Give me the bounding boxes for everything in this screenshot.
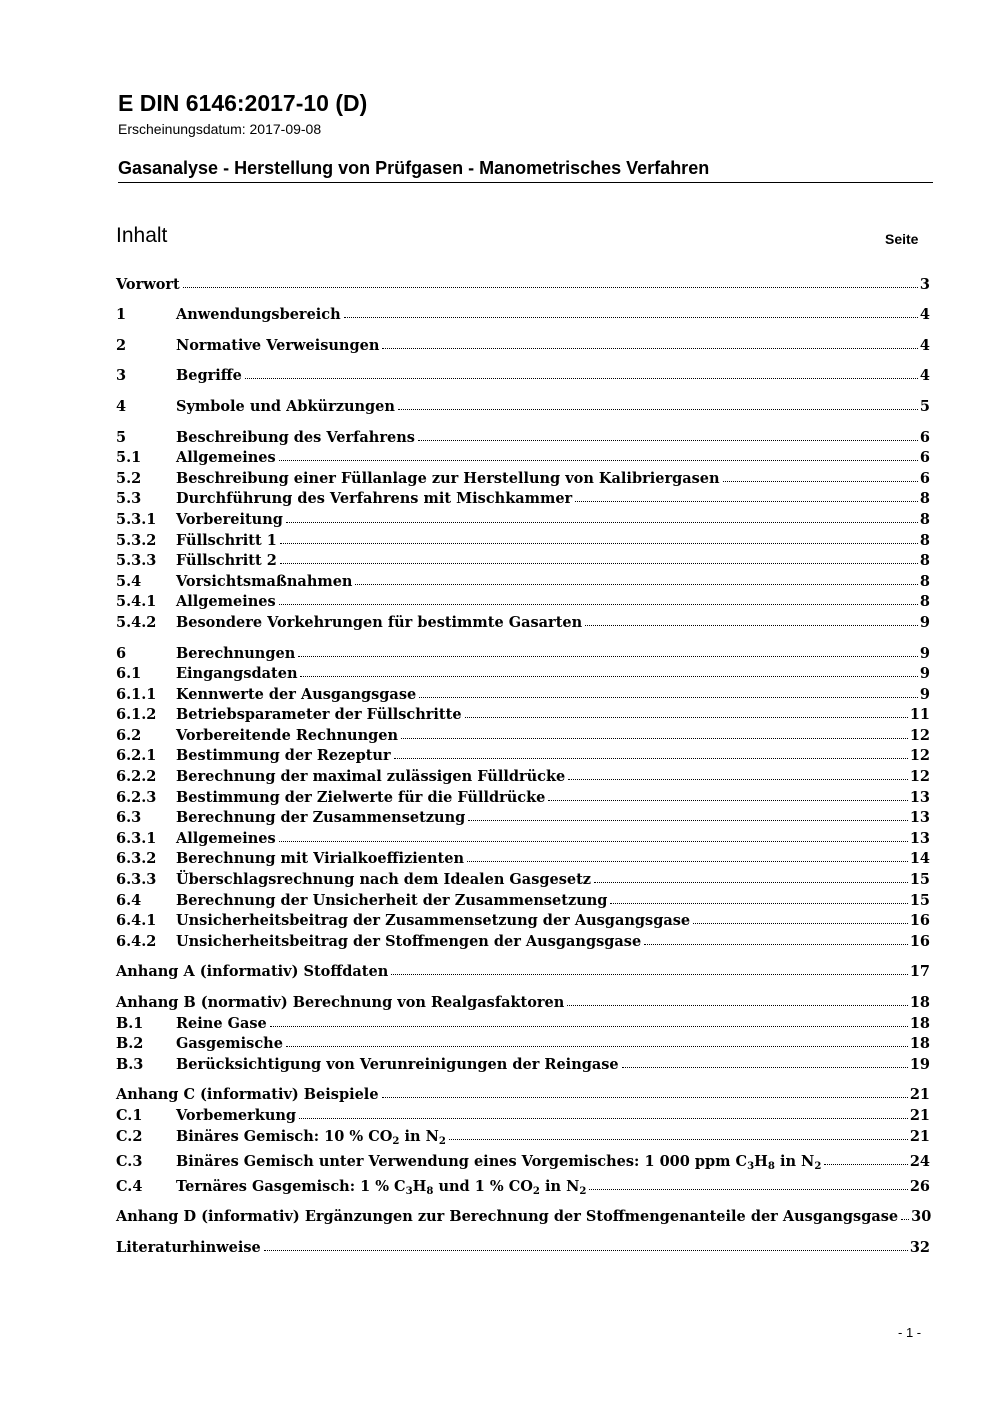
dot-leader: [286, 522, 918, 523]
toc-entry-label: Binäres Gemisch: 10 % $CO_2$ in $N_2$: [176, 1127, 446, 1147]
toc-entry[interactable]: [116, 549, 930, 570]
toc-entry[interactable]: [116, 528, 930, 549]
toc-entry-label: Vorsichtsmaßnahmen: [176, 572, 353, 590]
toc-entry-label: Anhang D (informativ) Ergänzungen zur Berechnung der Stoffmengenanteile der Ausgangsgase: [116, 1208, 899, 1226]
toc-entry[interactable]: [116, 929, 930, 950]
toc-entry-page: 12: [909, 726, 930, 744]
toc-entry-page: 8: [919, 490, 930, 508]
toc-entry-label: Bestimmung der Rezeptur: [176, 747, 391, 765]
toc-entry-label: Berechnungen: [176, 644, 296, 662]
toc-entry-label: Überschlagsrechnung nach dem Idealen Gasgesetz: [176, 871, 592, 889]
toc-entry[interactable]: [116, 569, 930, 590]
toc-entry-page: 13: [909, 829, 930, 847]
toc-entry-page: 9: [919, 685, 930, 703]
toc-entry-page: 9: [919, 665, 930, 683]
toc-entry-page: 13: [909, 788, 930, 806]
toc-entry[interactable]: [116, 641, 930, 662]
toc-entry-page: 32: [909, 1238, 930, 1256]
toc-entry-label: Literaturhinweise: [116, 1238, 261, 1256]
toc-entry-number: 6.2: [116, 726, 142, 744]
dot-leader: [567, 1005, 908, 1006]
toc-entry[interactable]: [116, 425, 930, 446]
toc-entry[interactable]: [116, 662, 930, 683]
dot-leader: [344, 317, 918, 318]
toc-entry-label: Unsicherheitsbeitrag der Zusammensetzung der Ausgangsgase: [176, 912, 691, 930]
toc-entry[interactable]: [116, 1145, 930, 1170]
toc-entry-number: 6.4: [116, 891, 142, 909]
toc-entry-label: Allgemeines: [176, 593, 276, 611]
toc-entry-number: C.2: [116, 1127, 143, 1145]
toc-entry[interactable]: [116, 1032, 930, 1053]
toc-entry[interactable]: [116, 888, 930, 909]
toc-entry-label: Anwendungsbereich: [176, 306, 341, 324]
dot-leader: [468, 820, 908, 821]
toc-entry-page: 21: [909, 1127, 930, 1145]
dot-leader: [280, 563, 918, 564]
toc-entry-label: Ternäres Gasgemisch: 1 % $C_3H_8$ und 1 % $CO_2$ in $N_2$: [176, 1177, 587, 1197]
toc-entry[interactable]: [116, 333, 930, 354]
toc-entry-label: Besondere Vorkehrungen für bestimmte Gasarten: [176, 613, 583, 631]
dot-leader: [286, 1046, 908, 1047]
toc-entry-label: Füllschritt 2: [176, 552, 277, 570]
toc-entry[interactable]: [116, 703, 930, 724]
toc-entry-number: 6.4.2: [116, 932, 157, 950]
toc-entry-label: Betriebsparameter der Füllschritte: [176, 706, 462, 724]
toc-entry[interactable]: [116, 1170, 930, 1195]
dot-leader: [465, 717, 908, 718]
toc-entry[interactable]: [116, 785, 930, 806]
toc-entry-page: 21: [909, 1086, 930, 1104]
toc-entry[interactable]: [116, 303, 930, 324]
toc-entry-number: C.4: [116, 1177, 143, 1195]
toc-entry-number: 6.2.3: [116, 788, 157, 806]
toc-entry-number: 4: [116, 397, 127, 415]
toc-entry-page: 11: [909, 706, 930, 724]
toc-entry-label: Berechnung mit Virialkoeffizienten: [176, 850, 465, 868]
toc-entry-page: 13: [909, 809, 930, 827]
page-number: - 1 -: [898, 1325, 922, 1340]
toc-entry-page: 26: [909, 1177, 930, 1195]
toc-entry-number: 5: [116, 428, 127, 446]
toc-entry-page: 15: [909, 871, 930, 889]
toc-entry-number: C.1: [116, 1106, 143, 1124]
toc-entry-number: 5.2: [116, 469, 142, 487]
toc-entry-number: 6.2.2: [116, 768, 157, 786]
toc-entry-number: 6.2.1: [116, 747, 157, 765]
toc-entry-number: C.3: [116, 1152, 143, 1170]
toc-entry[interactable]: [116, 1083, 930, 1104]
toc-entry[interactable]: [116, 764, 930, 785]
toc-page-column-label: Seite: [885, 231, 919, 247]
toc-entry-number: 6.3.1: [116, 829, 157, 847]
dot-leader: [610, 903, 907, 904]
toc-entry-page: 8: [919, 531, 930, 549]
toc-entry-page: 16: [909, 932, 930, 950]
toc-entry-number: 3: [116, 367, 127, 385]
toc-entry-number: 6.1: [116, 665, 142, 683]
dot-leader: [575, 501, 918, 502]
toc-entry[interactable]: [116, 806, 930, 827]
toc-entry[interactable]: [116, 1205, 930, 1226]
dot-leader: [589, 1189, 907, 1190]
toc-entry[interactable]: [116, 1011, 930, 1032]
toc-entry-page: 21: [909, 1106, 930, 1124]
toc-entry-number: 5.3.3: [116, 552, 157, 570]
toc-entry-label: Durchführung des Verfahrens mit Mischkammer: [176, 490, 573, 508]
toc-entry-number: 6.3.3: [116, 871, 157, 889]
toc-entry-number: B.3: [116, 1055, 144, 1073]
toc-entry-number: 2: [116, 336, 127, 354]
toc-entry-page: 8: [919, 552, 930, 570]
dot-leader: [355, 584, 917, 585]
toc-entry-page: 9: [919, 644, 930, 662]
toc-entry-label: Unsicherheitsbeitrag der Stoffmengen der Ausgangsgase: [176, 932, 642, 950]
dot-leader: [270, 1026, 908, 1027]
toc-entry[interactable]: [116, 487, 930, 508]
toc-entry-page: 3: [919, 275, 930, 293]
toc-entry-label: Vorbereitung: [176, 510, 283, 528]
dot-leader: [585, 625, 918, 626]
dot-leader: [279, 841, 908, 842]
toc-entry-page: 14: [909, 850, 930, 868]
toc-entry-label: Vorwort: [116, 275, 180, 293]
toc-entry[interactable]: [116, 909, 930, 930]
toc-entry-page: 18: [909, 1014, 930, 1032]
dot-leader: [299, 1118, 908, 1119]
toc-entry-page: 8: [919, 593, 930, 611]
toc-entry-label: Binäres Gemisch unter Verwendung eines Vorgemisches: 1 000 ppm $C_3H_8$ in $N_2$: [176, 1152, 822, 1172]
toc-entry[interactable]: [116, 610, 930, 631]
toc-entry[interactable]: [116, 446, 930, 467]
toc-entry[interactable]: [116, 1124, 930, 1145]
dot-leader: [264, 1250, 908, 1251]
dot-leader: [594, 882, 908, 883]
toc-entry-label: Anhang B (normativ) Berechnung von Realgasfaktoren: [116, 994, 565, 1011]
toc-entry-label: Berücksichtigung von Verunreinigungen der Reingase: [176, 1055, 619, 1073]
toc-entry-label: Beschreibung des Verfahrens: [176, 428, 415, 446]
toc-entry[interactable]: [116, 1052, 930, 1073]
toc-entry[interactable]: [116, 723, 930, 744]
toc-entry-page: 4: [919, 367, 930, 385]
dot-leader: [418, 440, 918, 441]
toc-entry-number: 6.3.2: [116, 850, 157, 868]
toc-entry[interactable]: [116, 682, 930, 703]
toc-entry[interactable]: [116, 272, 930, 293]
toc-entry-label: Anhang C (informativ) Beispiele: [116, 1086, 379, 1104]
dot-leader: [419, 697, 918, 698]
toc-entry-page: 30: [911, 1208, 932, 1226]
dot-leader: [449, 1139, 908, 1140]
toc-entry[interactable]: [116, 507, 930, 528]
title-divider: [118, 182, 933, 183]
toc-entry-page: 17: [909, 963, 930, 981]
toc-entry[interactable]: [116, 826, 930, 847]
toc-entry-label: Symbole und Abkürzungen: [176, 397, 395, 415]
toc-entry-number: 1: [116, 306, 127, 324]
toc-entry-label: Reine Gase: [176, 1014, 267, 1032]
toc-entry-number: 5.3: [116, 490, 142, 508]
dot-leader: [401, 738, 908, 739]
document-code: E DIN 6146:2017-10 (D): [118, 90, 368, 116]
dot-leader: [901, 1219, 909, 1220]
toc-entry-number: 6.1.1: [116, 685, 157, 703]
toc-entry-number: 6.1.2: [116, 706, 157, 724]
toc-entry-page: 4: [919, 306, 930, 324]
toc-entry-label: Berechnung der maximal zulässigen Fülldrücke: [176, 768, 566, 786]
dot-leader: [382, 348, 918, 349]
dot-leader: [824, 1164, 907, 1165]
toc-entry-number: 6: [116, 644, 127, 662]
toc-entry-label: Vorbemerkung: [176, 1106, 297, 1124]
dot-leader: [644, 944, 908, 945]
toc-entry-page: 15: [909, 891, 930, 909]
toc-entry-page: 5: [919, 397, 930, 415]
dot-leader: [394, 758, 908, 759]
publication-date: Erscheinungsdatum: 2017-09-08: [118, 121, 322, 137]
toc-entry-number: 5.4.2: [116, 613, 157, 631]
toc-entry[interactable]: [116, 466, 930, 487]
toc-entry-page: 6: [919, 449, 930, 467]
toc-entry[interactable]: [116, 847, 930, 868]
dot-leader: [723, 481, 918, 482]
toc-entry-number: 5.4.1: [116, 593, 157, 611]
dot-leader: [548, 800, 907, 801]
toc-entry-number: 6.3: [116, 809, 142, 827]
toc-entry-label: Anhang A (informativ) Stoffdaten: [116, 963, 389, 981]
toc-entry[interactable]: [116, 744, 930, 765]
toc-entry-page: 16: [909, 912, 930, 930]
toc-entry-number: B.1: [116, 1014, 144, 1032]
dot-leader: [279, 604, 918, 605]
dot-leader: [280, 543, 918, 544]
toc-entry-label: Begriffe: [176, 367, 242, 385]
toc-entry-label: Eingangsdaten: [176, 665, 298, 683]
toc-entry-label: Bestimmung der Zielwerte für die Fülldrücke: [176, 788, 546, 806]
toc-entry[interactable]: [116, 394, 930, 415]
toc-entry-number: 5.3.1: [116, 510, 157, 528]
toc-entry-page: 6: [919, 428, 930, 446]
dot-leader: [568, 779, 908, 780]
toc-entry-page: 4: [919, 336, 930, 354]
toc-entry-page: 12: [909, 747, 930, 765]
toc-entry[interactable]: [116, 1103, 930, 1124]
dot-leader: [391, 974, 908, 975]
toc-entry-page: 18: [909, 1035, 930, 1053]
toc-entry-page: 18: [909, 994, 930, 1011]
document-title: Gasanalyse - Herstellung von Prüfgasen - Manometrisches Verfahren: [118, 158, 710, 178]
toc-entry-number: B.2: [116, 1035, 144, 1053]
toc-entry-label: Vorbereitende Rechnungen: [176, 726, 399, 744]
dot-leader: [398, 409, 918, 410]
toc-entry-page: 6: [919, 469, 930, 487]
toc-entry-page: 12: [909, 768, 930, 786]
toc-entry-page: 9: [919, 613, 930, 631]
toc-entry-label: Füllschritt 1: [176, 531, 277, 549]
toc-entry-label: Kennwerte der Ausgangsgase: [176, 685, 417, 703]
dot-leader: [382, 1097, 908, 1098]
toc-entry-number: 6.4.1: [116, 912, 157, 930]
dot-leader: [279, 460, 918, 461]
toc-entry-number: 5.3.2: [116, 531, 157, 549]
dot-leader: [245, 378, 918, 379]
toc-entry-label: Berechnung der Zusammensetzung: [176, 809, 466, 827]
dot-leader: [300, 676, 917, 677]
toc-entry[interactable]: [116, 867, 930, 888]
dot-leader: [183, 287, 918, 288]
toc-entry-page: 8: [919, 572, 930, 590]
dot-leader: [622, 1067, 908, 1068]
toc-entry-number: 5.4: [116, 572, 142, 590]
toc-entry-label: Berechnung der Unsicherheit der Zusammensetzung: [176, 891, 608, 909]
toc-entry[interactable]: [116, 960, 930, 981]
toc-entry-label: Allgemeines: [176, 829, 276, 847]
toc-entry[interactable]: [116, 990, 930, 1011]
dot-leader: [298, 656, 918, 657]
toc-entry-label: Beschreibung einer Füllanlage zur Herstellung von Kalibriergasen: [176, 469, 720, 487]
toc-entry-page: 8: [919, 510, 930, 528]
toc-entry[interactable]: [116, 364, 930, 385]
toc-heading: Inhalt: [116, 224, 168, 247]
toc-entry[interactable]: [116, 1235, 930, 1256]
toc-entry-label: Normative Verweisungen: [176, 336, 380, 354]
toc-entry-label: Gasgemische: [176, 1035, 283, 1053]
toc-entry-page: 24: [909, 1152, 930, 1170]
toc-entry-label: Allgemeines: [176, 449, 276, 467]
toc-entry-page: 19: [909, 1055, 930, 1073]
dot-leader: [693, 923, 908, 924]
toc-entry[interactable]: [116, 590, 930, 611]
toc-entry-number: 5.1: [116, 449, 142, 467]
dot-leader: [467, 861, 908, 862]
table-of-contents: [116, 272, 930, 1256]
